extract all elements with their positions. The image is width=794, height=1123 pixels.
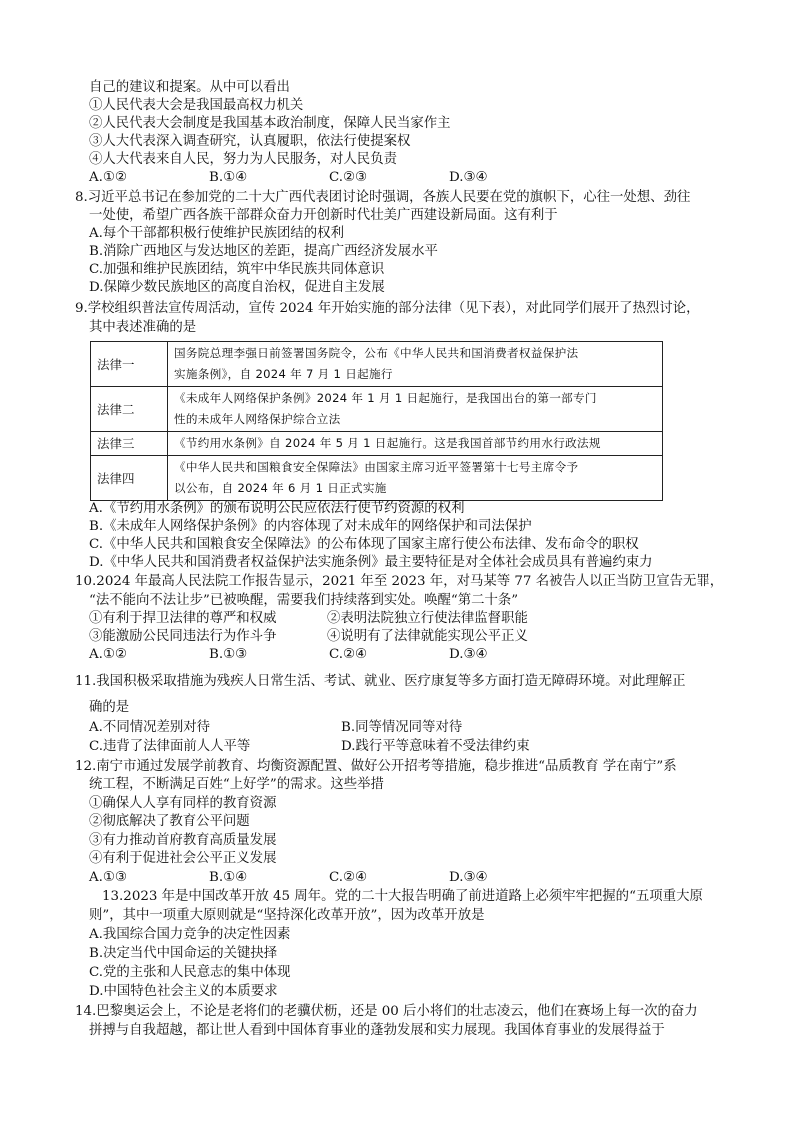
q9-option-a: A.《节约用水条例》的颁布说明公民应依法行使节约资源的权利 xyxy=(89,501,465,516)
law-desc-line: 国务院总理李强日前签署国务院令，公布《中华人民共和国消费者权益保护法 xyxy=(174,346,579,360)
q8-option-c: C.加强和维护民族团结，筑牢中华民族共同体意识 xyxy=(89,262,385,277)
q9-option-b: B.《未成年人网络保护条例》的内容体现了对未成年的网络保护和司法保护 xyxy=(89,519,532,534)
q9-stem-2: 其中表述准确的是 xyxy=(89,320,197,335)
q10-statements-row2 xyxy=(89,628,579,646)
table-row xyxy=(91,432,663,456)
q10-option-c: C.②④ xyxy=(329,647,368,662)
q7-option-c: C.②③ xyxy=(329,170,368,185)
q8-stem-2: 一处使，希望广西各族干部群众奋力开创新时代壮美广西建设新局面。这有利于 xyxy=(89,208,558,223)
q10-statement-4: ④说明有了法律就能实现公平正义 xyxy=(327,629,528,644)
q11-options-row1 xyxy=(89,719,593,737)
q12-option-b: B.①④ xyxy=(209,870,248,885)
q8-stem-1: 8.习近平总书记在参加党的二十大广西代表团讨论时强调，各族人民要在党的旗帜下，心往一处想、劲往 xyxy=(75,190,691,205)
q11-stem-1: 11.我国积极采取措施为残疾人日常生活、考试、就业、医疗康复等多方面打造无障碍环境。对此理解正 xyxy=(75,674,686,689)
law-desc-line: 以公布，自 2024 年 6 月 1 日正式实施 xyxy=(174,481,387,495)
q12-statement-1: ①确保人人享有同样的教育资源 xyxy=(89,796,277,811)
q10-statement-2: ②表明法院独立行使法律监督职能 xyxy=(327,611,528,626)
q11-option-c: C.违背了法律面前人人平等 xyxy=(89,739,251,754)
q12-statement-3: ③有力推动首府教育高质量发展 xyxy=(89,833,277,848)
q10-statement-1: ①有利于捍卫法律的尊严和权威 xyxy=(89,611,277,626)
law-desc xyxy=(168,387,663,432)
q14-stem-1: 14.巴黎奥运会上，不论是老将们的老骥伏枥，还是 00 后小将们的壮志凌云，他们在赛场上每一次的奋力 xyxy=(75,1004,698,1019)
q12-options xyxy=(89,869,569,887)
q12-stem-1: 12.南宁市通过发展学前教育、均衡资源配置、做好公开招考等措施，稳步推进“品质教育 学在南宁”系 xyxy=(75,759,677,774)
q11-option-b: B.同等情况同等对待 xyxy=(341,720,463,735)
q12-statement-2: ②彻底解决了教育公平问题 xyxy=(89,814,250,829)
q7-option-d: D.③④ xyxy=(449,170,488,185)
law-name: 法律四 xyxy=(91,456,168,501)
q9-option-d: D.《中华人民共和国消费者权益保护法实施条例》最主要特征是对全体社会成员具有普遍约束力 xyxy=(89,555,653,570)
q11-option-a: A.不同情况差别对待 xyxy=(89,720,211,735)
q14-stem-2: 拼搏与自我超越，都让世人看到中国体育事业的蓬勃发展和实力展现。我国体育事业的发展得益于 xyxy=(89,1023,665,1038)
law-desc xyxy=(168,456,663,501)
q7-stem-tail: 自己的建议和提案。从中可以看出 xyxy=(89,80,290,95)
q10-options xyxy=(89,646,569,664)
q11-option-d: D.践行平等意味着不受法律约束 xyxy=(341,739,530,754)
law-desc-line: 实施条例》，自 2024 年 7 月 1 日起施行 xyxy=(174,367,393,381)
q10-option-d: D.③④ xyxy=(449,647,488,662)
q8-option-a: A.每个干部都积极行使维护民族团结的权利 xyxy=(89,226,344,241)
q8-option-b: B.消除广西地区与发达地区的差距，提高广西经济发展水平 xyxy=(89,244,438,259)
q10-statement-3: ③能激励公民同违法行为作斗争 xyxy=(89,629,277,644)
q8-option-d: D.保障少数民族地区的高度自治权，促进自主发展 xyxy=(89,280,385,295)
q10-option-a: A.①② xyxy=(89,647,127,662)
q13-stem-2: 则”，其中一项重大原则就是“坚持深化改革开放”，因为改革开放是 xyxy=(89,908,485,923)
q7-statement-2: ②人民代表大会制度是我国基本政治制度，保障人民当家作主 xyxy=(89,116,451,131)
q7-option-b: B.①④ xyxy=(209,170,248,185)
q13-option-d: D.中国特色社会主义的本质要求 xyxy=(89,984,278,999)
q7-statement-1: ①人民代表大会是我国最高权力机关 xyxy=(89,98,304,113)
q7-statement-4: ④人大代表来自人民，努力为人民服务，对人民负责 xyxy=(89,152,397,167)
q9-option-c: C.《中华人民共和国粮食安全保障法》的公布体现了国家主席行使公布法律、发布命令的职权 xyxy=(89,537,639,552)
q12-statement-4: ④有利于促进社会公平正义发展 xyxy=(89,851,277,866)
q13-option-a: A.我国综合国力竞争的决定性因素 xyxy=(89,927,291,942)
law-desc-line: 《中华人民共和国粮食安全保障法》由国家主席习近平签署第十七号主席令予 xyxy=(174,460,579,474)
q11-options-row2 xyxy=(89,738,593,756)
law-name: 法律二 xyxy=(91,387,168,432)
q7-statement-3: ③人大代表深入调查研究，认真履职，依法行使提案权 xyxy=(89,134,411,149)
law-table xyxy=(90,341,663,501)
q12-stem-2: 统工程，不断满足百姓“上好学”的需求。这些举措 xyxy=(89,777,384,792)
law-name: 法律三 xyxy=(91,432,168,456)
q12-option-a: A.①③ xyxy=(89,870,127,885)
q9-stem-1: 9.学校组织普法宣传周活动，宣传 2024 年开始实施的部分法律（见下表），对此同学们展开了热烈讨论， xyxy=(75,301,700,316)
q10-stem-2: “法不能向不法让步”已被唤醒，需要我们持续落到实处。唤醒“第二十条” xyxy=(89,593,519,608)
table-row xyxy=(91,387,663,432)
q10-option-b: B.①③ xyxy=(209,647,248,662)
q10-statements-row1 xyxy=(89,610,579,628)
law-desc xyxy=(168,342,663,387)
table-row xyxy=(91,456,663,501)
law-desc-line: 性的未成年人网络保护综合立法 xyxy=(174,412,341,426)
q12-option-d: D.③④ xyxy=(449,870,488,885)
q7-options xyxy=(89,169,569,187)
q13-option-c: C.党的主张和人民意志的集中体现 xyxy=(89,965,291,980)
q13-option-b: B.决定当代中国命运的关键抉择 xyxy=(89,946,278,961)
q7-option-a: A.①② xyxy=(89,170,127,185)
table-row xyxy=(91,342,663,387)
q11-stem-2: 确的是 xyxy=(89,700,130,715)
law-desc-line: 《未成年人网络保护条例》2024 年 1 月 1 日起施行，是我国出台的第一部专门 xyxy=(174,391,597,405)
q12-option-c: C.②④ xyxy=(329,870,368,885)
q10-stem-1: 10.2024 年最高人民法院工作报告显示，2021 年至 2023 年，对马某等 77 名被告人以正当防卫宣告无罪， xyxy=(75,574,724,589)
law-name: 法律一 xyxy=(91,342,168,387)
law-desc-line: 《节约用水条例》自 2024 年 5 月 1 日起施行。这是我国首部节约用水行政法规 xyxy=(174,436,601,450)
q13-stem-1: 13.2023 年是中国改革开放 45 周年。党的二十大报告明确了前进道路上必须牢牢把握的“五项重大原 xyxy=(102,889,703,904)
law-desc xyxy=(168,432,663,456)
